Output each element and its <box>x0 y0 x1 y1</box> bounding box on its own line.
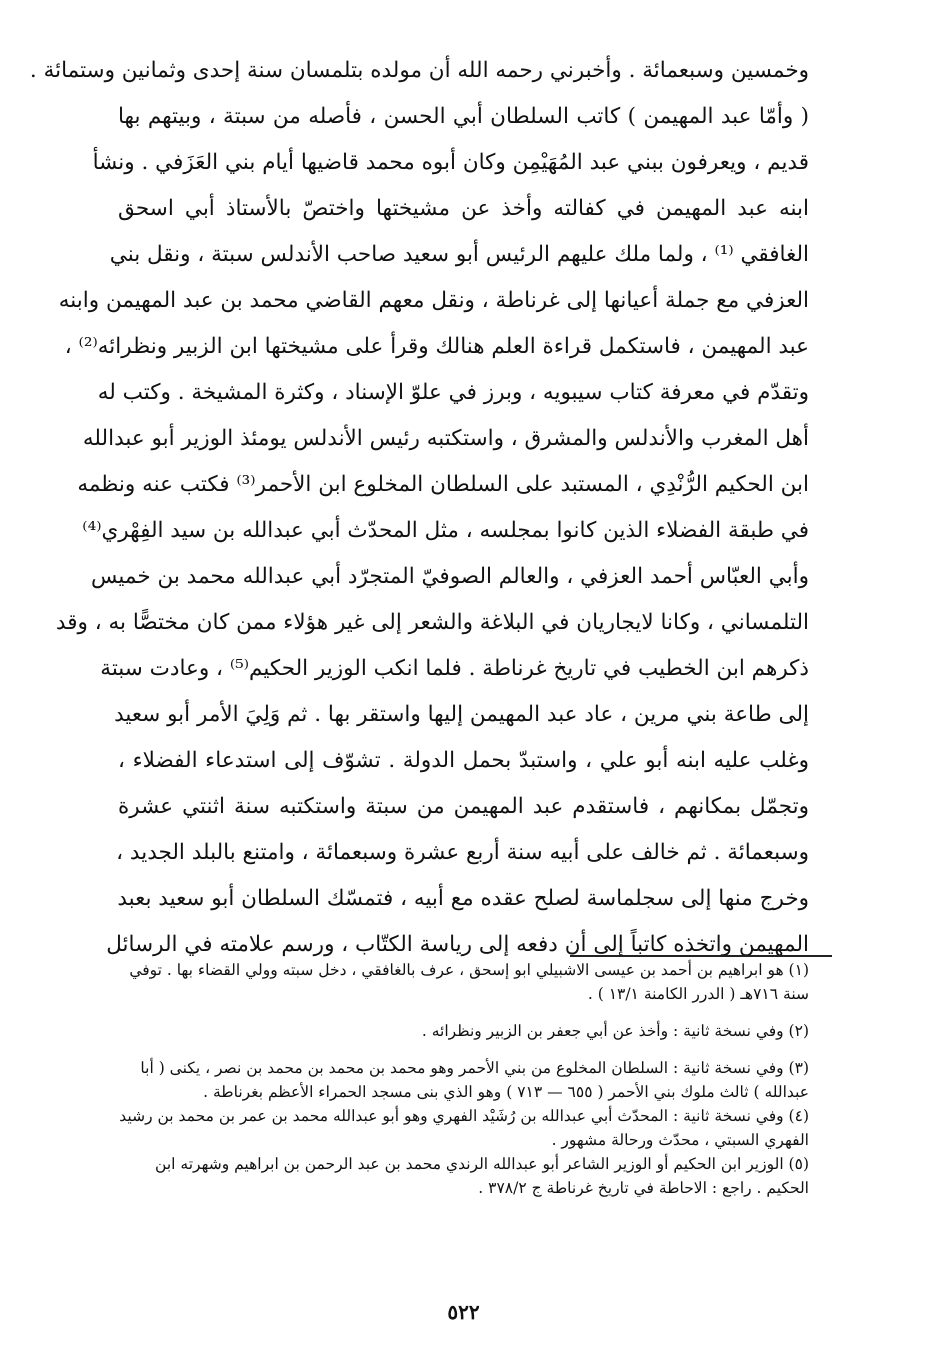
main-text-line: عبد المهيمن ، فاستكمل قراءة العلم هنالك وقرأ على مشيختها ابن الزبير ونظرائه⁽²⁾ ، <box>64 334 809 359</box>
main-text-block <box>29 48 809 968</box>
main-text-line: قديم ، ويعرفون ببني عبد المُهَيْمِن وكان أبوه محمد قاضيها أيام بني العَزَفي . ونشأ <box>92 150 809 175</box>
footnote-3-line: (٣) وفي نسخة ثانية : السلطان المخلوع من بني الأحمر وهو محمد بن محمد بن محمد بن نصر ، يكنى ( أبا <box>140 1059 809 1077</box>
main-text-line: وخرج منها إلى سجلماسة لصلح عقده مع أبيه ، فتمسّك السلطان أبو سعيد بعبد <box>117 886 809 911</box>
main-text-line: العزفي مع جملة أعيانها إلى غرناطة ، ونقل معهم القاضي محمد بن عبد المهيمن وابنه <box>58 288 809 313</box>
main-text-line: إلى طاعة بني مرين ، عاد عبد المهيمن إليها واستقر بها . ثم وَلِيَ الأمر أبو سعيد <box>114 702 809 727</box>
main-text-line: ( وأمّا عبد المهيمن ) كاتب السلطان أبي الحسن ، فأصله من سبتة ، وبيتهم بها <box>118 104 809 129</box>
footnote-1-line: سنة ٧١٦هـ ( الدرر الكامنة ١٣/١ ) . <box>587 985 809 1003</box>
main-text-line: ابنه عبد المهيمن في كفالته وأخذ عن مشيختها واختصّ بالأستاذ أبي اسحق <box>118 196 809 221</box>
main-text-line: وغلب عليه ابنه أبو علي ، واستبدّ بحمل الدولة . تشوّف إلى استدعاء الفضلاء ، <box>118 748 809 773</box>
main-text-line: الغافقي ⁽¹⁾ ، ولما ملك عليهم الرئيس أبو سعيد صاحب الأندلس سبتة ، ونقل بني <box>109 242 809 267</box>
main-text-line: وسبعمائة . ثم خالف على أبيه سنة أربع عشرة وسبعمائة ، وامتنع بالبلد الجديد ، <box>116 840 809 865</box>
footnote-separator <box>570 955 832 957</box>
footnotes-block <box>100 958 809 1200</box>
page-number: ٥٢٢ <box>447 1300 480 1324</box>
main-text-line: أهل المغرب والأندلس والمشرق ، واستكتبه رئيس الأندلس يومئذ الوزير أبو عبدالله <box>82 426 809 451</box>
main-text-line: المهيمن واتخذه كاتباً إلى أن دفعه إلى رياسة الكتّاب ، ورسم علامته في الرسائل <box>106 932 809 957</box>
footnote-2-line: (٢) وفي نسخة ثانية : وأخذ عن أبي جعفر بن الزبير ونظرائه . <box>421 1022 809 1040</box>
main-text-line: وأبي العبّاس أحمد العزفي ، والعالم الصوفيّ المتجرّد أبي عبدالله محمد بن خميس <box>91 564 809 589</box>
footnote-5-line: الحكيم . راجع : الاحاطة في تاريخ غرناطة ج ٣٧٨/٢ . <box>478 1179 809 1197</box>
main-text-line: وتقدّم في معرفة كتاب سيبويه ، وبرز في علوّ الإسناد ، وكثرة المشيخة . وكتب له <box>97 380 809 405</box>
main-text-line: في طبقة الفضلاء الذين كانوا بمجلسه ، مثل المحدّث أبي عبدالله بن سيد الفِهْري⁽⁴⁾ <box>82 518 809 543</box>
footnote-5-line: (٥) الوزير ابن الحكيم أو الوزير الشاعر أبو عبدالله الرندي محمد بن عبد الرحمن بن ابراهيم وشهرته ابن <box>155 1155 809 1173</box>
main-text-line: ابن الحكيم الرُّنْدِي ، المستبد على السلطان المخلوع ابن الأحمر⁽³⁾ فكتب عنه ونظمه <box>77 472 809 497</box>
footnote-1-line: (١) هو ابراهيم بن أحمد بن عيسى الاشبيلي ابو إسحق ، عرف بالغافقي ، دخل سبته وولي القضاء بها . توفي <box>129 961 809 979</box>
main-text-line: وخمسين وسبعمائة . وأخبرني رحمه الله أن مولده بتلمسان سنة إحدى وثمانين وستمائة . <box>29 58 809 83</box>
footnote-4-line: الفهري السبتي ، محدّث ورحالة مشهور . <box>551 1131 809 1149</box>
main-text-line: التلمساني ، وكانا لايجاريان في البلاغة والشعر إلى غير هؤلاء ممن كان مختصًّا به ، وقد <box>55 610 809 635</box>
footnote-4-line: (٤) وفي نسخة ثانية : المحدّث أبي عبدالله بن رُشَيْد الفهري وهو أبو عبدالله محمد بن عمر بن محمد بن رشيد <box>119 1107 809 1125</box>
main-text-line: وتجمّل بمكانهم ، فاستقدم عبد المهيمن من سبتة واستكتبه سنة اثنتي عشرة <box>118 794 809 819</box>
footnote-3-line: عبدالله ) ثالث ملوك بني الأحمر ( ٦٥٥ — ٧١٣ ) وهو الذي بنى مسجد الحمراء الأعظم بغرناطة . <box>203 1083 809 1101</box>
main-text-line: ذكرهم ابن الخطيب في تاريخ غرناطة . فلما انكب الوزير الحكيم⁽⁵⁾ ، وعادت سبتة <box>100 656 809 681</box>
